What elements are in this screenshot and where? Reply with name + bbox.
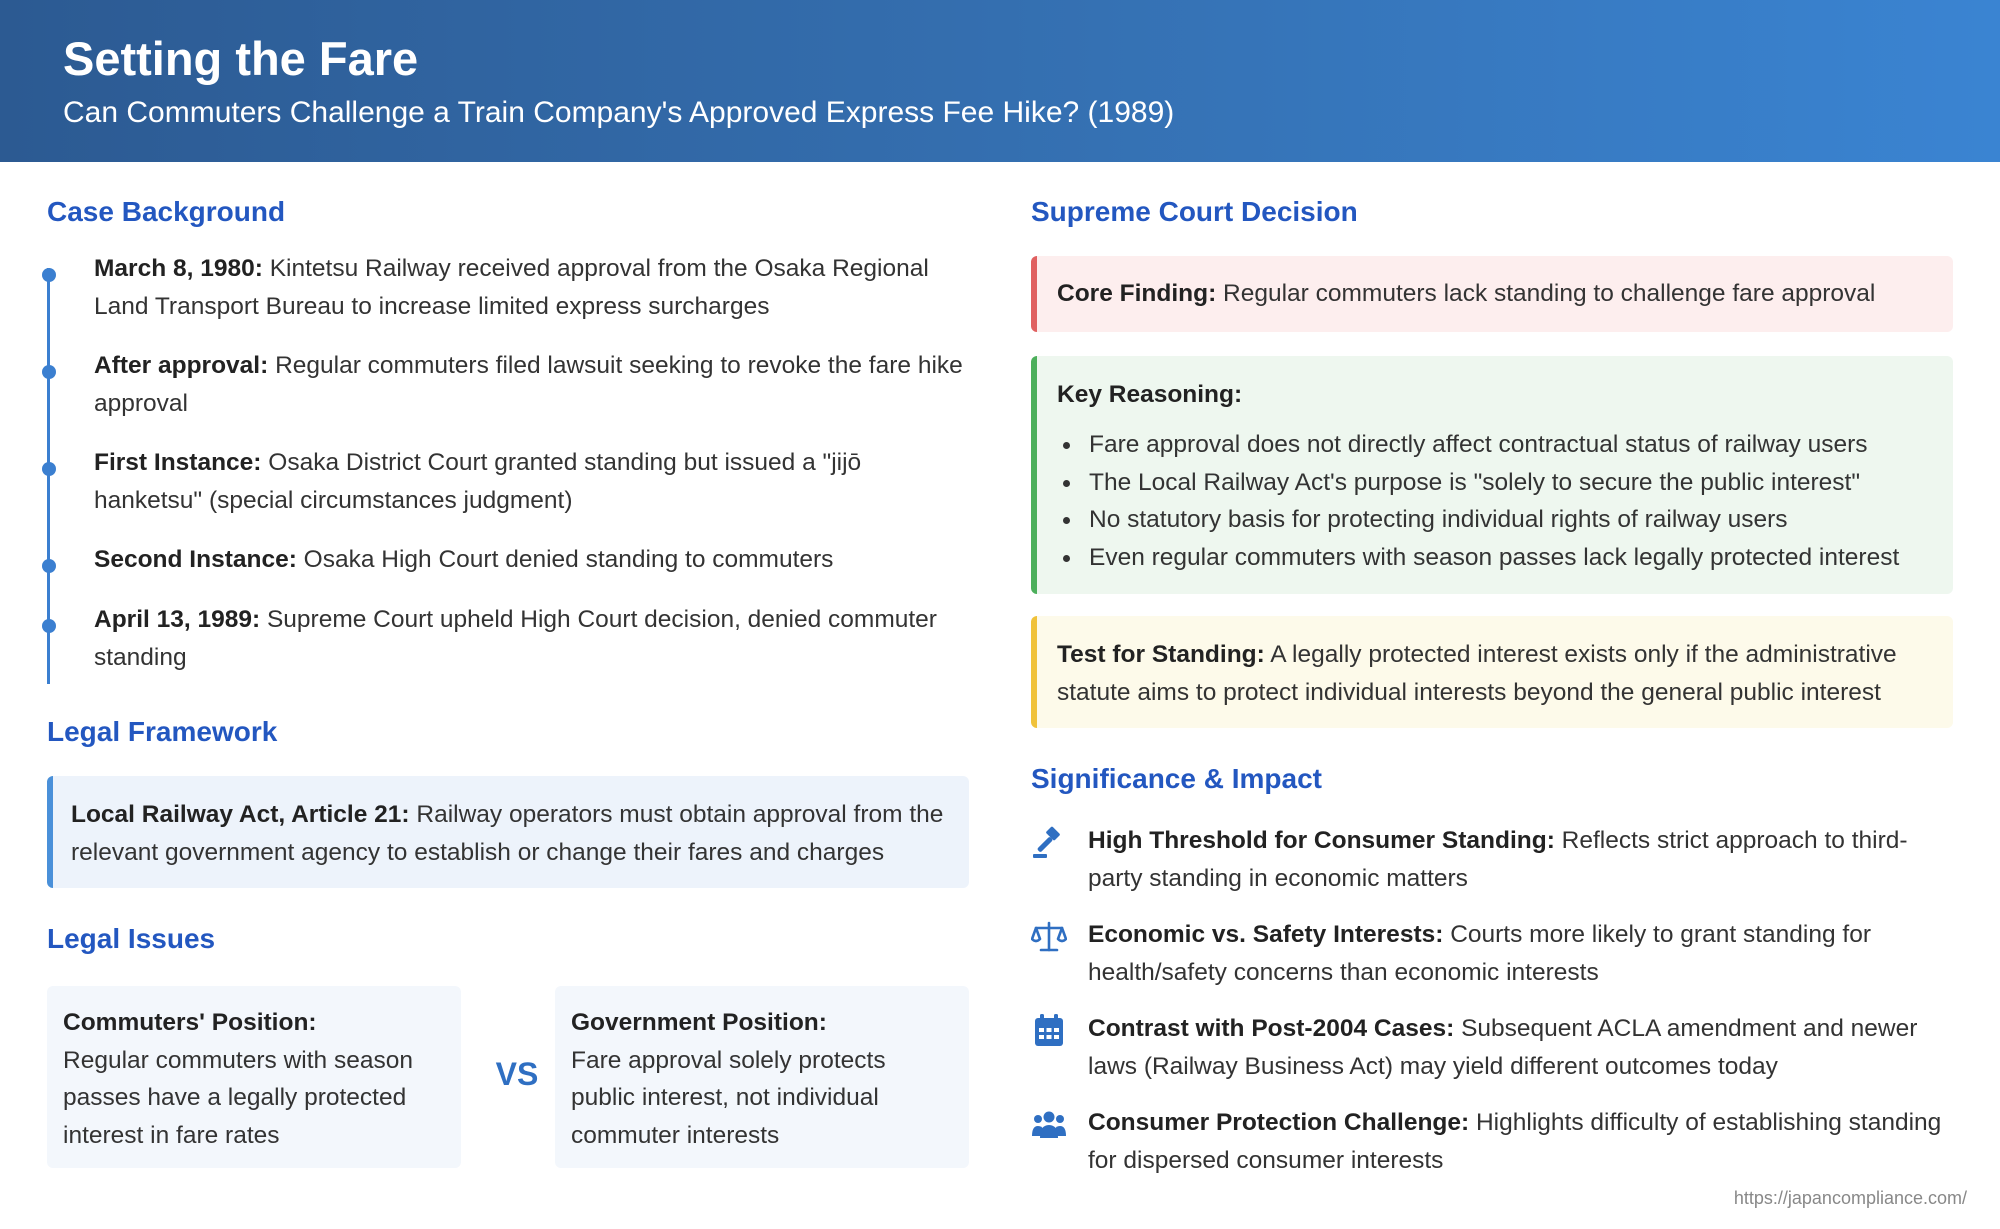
page-subtitle: Can Commuters Challenge a Train Company's Approved Express Fee Hike? (1989) (63, 96, 1175, 129)
commuters-position-box (47, 986, 461, 1168)
timeline-dot (42, 462, 56, 476)
case-background-heading: Case Background (47, 196, 286, 227)
impact-label: Economic vs. Safety Interests: (1088, 921, 1444, 948)
timeline-item (94, 347, 974, 423)
government-position-title: Government Position: (571, 1009, 827, 1036)
impact-text (1088, 1104, 1954, 1180)
legal-framework-box (47, 776, 969, 888)
timeline-item-text: Osaka District Court granted standing but issued a "jijō hanketsu" (special circumstances judgment) (94, 449, 862, 514)
impact-description: Courts more likely to grant standing for health/safety concerns than economic interests (1088, 921, 1871, 986)
test-for-standing-box (1031, 616, 1953, 728)
timeline-dot (42, 268, 56, 282)
key-reasoning-box (1031, 356, 1953, 594)
timeline-dot (42, 559, 56, 573)
users-icon (1031, 1108, 1067, 1142)
timeline-item-label: First Instance: (94, 449, 262, 476)
test-for-standing-text: A legally protected interest exists only if the administrative statute aims to protect individual interests beyond the general public interest (1057, 641, 1897, 706)
list-item: Even regular commuters with season passes lack legally protected interest (1057, 539, 1933, 577)
legal-issues-heading: Legal Issues (47, 923, 216, 954)
gavel-icon (1031, 826, 1067, 860)
impact-label: Consumer Protection Challenge: (1088, 1109, 1470, 1136)
core-finding-label: Core Finding: (1057, 280, 1217, 307)
impact-text (1088, 1010, 1954, 1086)
government-position-box (555, 986, 969, 1168)
page-title: Setting the Fare (63, 32, 419, 85)
impact-label: Contrast with Post-2004 Cases: (1088, 1015, 1455, 1042)
calendar-icon (1031, 1014, 1067, 1048)
impact-description: Highlights difficulty of establishing standing for dispersed consumer interests (1088, 1109, 1942, 1174)
core-finding-box (1031, 256, 1953, 332)
list-item: No statutory basis for protecting individual rights of railway users (1057, 501, 1933, 539)
legal-framework-heading: Legal Framework (47, 716, 278, 747)
impact-text (1088, 916, 1954, 992)
impact-description: Reflects strict approach to third-party standing in economic matters (1088, 827, 1908, 892)
timeline-dot (42, 365, 56, 379)
list-item: The Local Railway Act's purpose is "solely to secure the public interest" (1057, 464, 1933, 502)
impact-description: Subsequent ACLA amendment and newer laws (Railway Business Act) may yield different outcomes today (1088, 1015, 1918, 1080)
page-header (0, 0, 2000, 162)
timeline-item-text: Osaka High Court denied standing to commuters (303, 546, 834, 573)
supreme-court-decision-heading: Supreme Court Decision (1031, 196, 1358, 227)
timeline-item (94, 250, 974, 326)
impact-text (1088, 822, 1954, 898)
key-reasoning-list (1057, 426, 1933, 576)
timeline-item-label: April 13, 1989: (94, 606, 261, 633)
timeline-item (94, 444, 974, 520)
core-finding-text: Regular commuters lack standing to challenge fare approval (1223, 280, 1876, 307)
timeline-item-text: Supreme Court upheld High Court decision, denied commuter standing (94, 606, 937, 671)
timeline-item (94, 541, 974, 579)
list-item: Fare approval does not directly affect contractual status of railway users (1057, 426, 1933, 464)
timeline-item (94, 601, 974, 677)
framework-text: Railway operators must obtain approval from the relevant government agency to establish or change their fares and charges (71, 801, 944, 866)
framework-label: Local Railway Act, Article 21: (71, 801, 410, 828)
test-for-standing-label: Test for Standing: (1057, 641, 1265, 668)
versus-label: VS (495, 1056, 539, 1092)
commuters-position-title: Commuters' Position: (63, 1009, 317, 1036)
timeline-dot (42, 619, 56, 633)
timeline-item-label: Second Instance: (94, 546, 297, 573)
government-position-text: Fare approval solely protects public interest, not individual commuter interests (571, 1046, 886, 1149)
timeline-item-label: March 8, 1980: (94, 255, 263, 282)
significance-impact-heading: Significance & Impact (1031, 763, 1322, 794)
impact-label: High Threshold for Consumer Standing: (1088, 827, 1555, 854)
commuters-position-text: Regular commuters with season passes have a legally protected interest in fare rates (63, 1046, 413, 1149)
timeline-item-text: Regular commuters filed lawsuit seeking to revoke the fare hike approval (94, 352, 963, 417)
footer-url: https://japancompliance.com/ (1733, 1188, 1967, 1208)
scales-icon (1031, 920, 1067, 954)
timeline-item-label: After approval: (94, 352, 269, 379)
timeline-item-text: Kintetsu Railway received approval from the Osaka Regional Land Transport Bureau to increase limited express surcharges (94, 255, 929, 320)
key-reasoning-label: Key Reasoning: (1057, 381, 1243, 408)
